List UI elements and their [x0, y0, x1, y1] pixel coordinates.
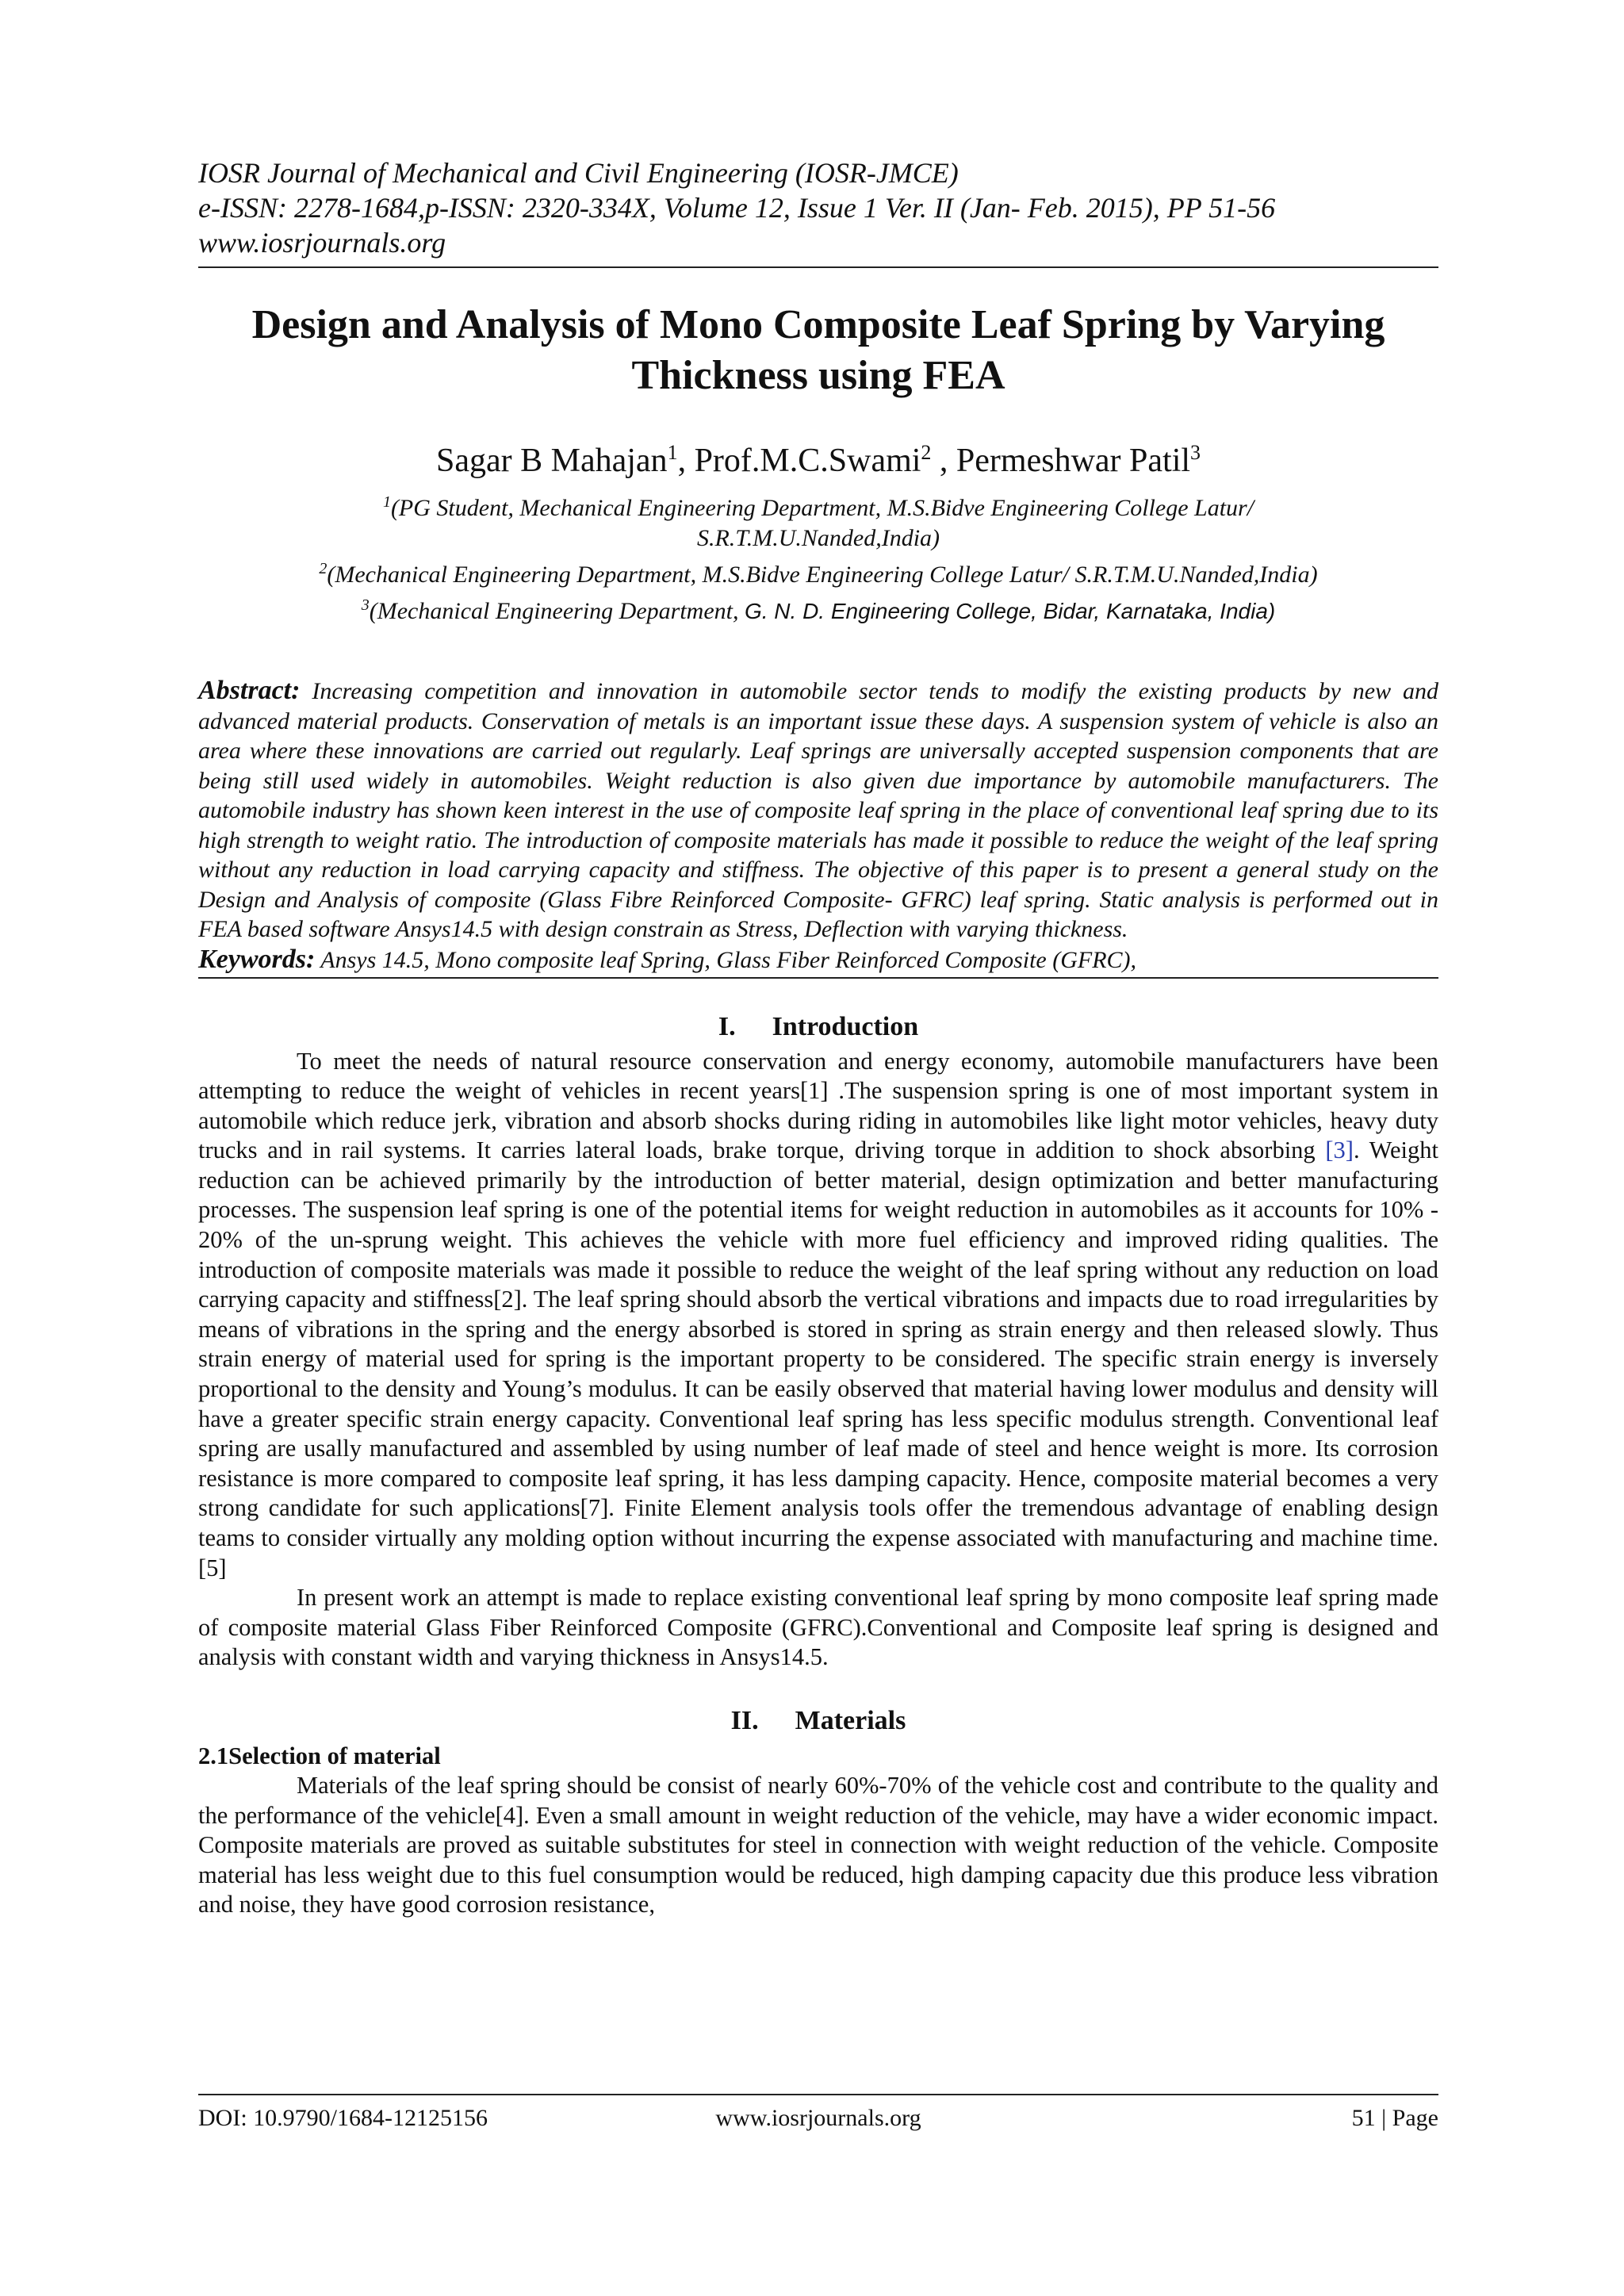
abstract — [198, 676, 1438, 945]
keywords-divider — [198, 977, 1438, 979]
section-heading-materials — [198, 1704, 1438, 1738]
affiliation-3 — [198, 590, 1438, 627]
paragraph-text: To meet the needs of natural resource conservation and energy economy, automobile manufacturers have been attempting to reduce the weight of vehicles in recent years[1] .The suspension spring is one of most important system in automobile which reduce jerk, vibration and absorb shocks during riding in automobiles like light motor vehicles, heavy duty trucks and in rail systems. It carries lateral loads, brake torque, driving torque in addition to shock absorbing — [198, 1047, 1438, 1164]
keywords-text: Ansys 14.5, Mono composite leaf Spring, Glass Fiber Reinforced Composite (GFRC), — [315, 946, 1137, 973]
journal-website[interactable]: www.iosrjournals.org — [198, 227, 446, 259]
affiliation-mark: 2 — [319, 560, 327, 577]
affiliation-text: (Mechanical Engineering Department, M.S.Bidve Engineering College Latur/ S.R.T.M.U.Nanded,India) — [327, 562, 1318, 588]
author-list — [198, 433, 1438, 481]
affiliations — [198, 487, 1438, 627]
author-name: Sagar B Mahajan — [435, 443, 668, 479]
section-title: Materials — [795, 1705, 906, 1735]
paper-page — [198, 155, 1438, 1920]
affiliation-2 — [198, 554, 1438, 590]
abstract-label: Abstract: — [198, 676, 301, 705]
affiliation-mark: 3 — [361, 596, 370, 614]
author-separator: , — [677, 443, 695, 479]
author-affiliation-mark: 2 — [921, 441, 932, 464]
paragraph-text: . Weight reduction can be achieved primarily by the introduction of better material, design optimization and better manufacturing processes. The suspension leaf spring is one of the potential items for weight reduction in automobiles as it accounts for 10% - 20% of the un-sprung weight. This achieves the vehicle with more fuel efficiency and improved riding qualities. The introduction of composite materials was made it possible to reduce the weight of the leaf spring without any reduction on load carrying capacity and stiffness[2]. The leaf spring should absorb the vertical vibrations and impacts due to road irregularities by means of vibrations in the spring and the energy absorbed is stored in spring as strain energy and then released slowly. Thus strain energy of material used for spring is the important property to be considered. The specific strain energy is inversely proportional to the density and Young’s modulus. It can be easily observed that material having lower modulus and density will have a greater specific strain energy capacity. Conventional leaf spring has less specific modulus strength. Conventional leaf spring are usally manufactured and assembled by using number of leaf made of steel and hence weight is more. Its corrosion resistance is more compared to composite leaf spring, it has less damping capacity. Hence, composite material becomes a very strong candidate for such applications[7]. Finite Element analysis tools offer the tremendous advantage of enabling design teams to consider virtually any molding option without incurring the expense associated with manufacturing and machine time.[5] — [198, 1137, 1439, 1581]
affiliation-text: (PG Student, Mechanical Engineering Department, M.S.Bidve Engineering College Latur/ — [390, 495, 1254, 521]
footer-doi: DOI: 10.9790/1684-12125156 — [198, 2105, 488, 2131]
footer-website[interactable]: www.iosrjournals.org — [715, 2105, 921, 2131]
footer-page-number: 51 | Page — [1351, 2105, 1438, 2131]
affiliation-1-continued: S.R.T.M.U.Nanded,India) — [696, 525, 940, 551]
affiliation-text: (Mechanical Engineering Department, — [369, 598, 745, 624]
author-name: Prof.M.C.Swami — [694, 443, 921, 479]
affiliation-1 — [198, 487, 1438, 523]
abstract-text: Increasing competition and innovation in automobile sector tends to modify the existing products by new and advanced material products. Conservation of metals is an important issue these days. A suspension system of vehicle is also an area where these innovations are carried out regularly. Leaf springs are universally accepted suspension components that are being still used widely in automobiles. Weight reduction is also given due importance by automobile manufacturers. The automobile industry has shown keen interest in the use of composite leaf spring in the place of conventional leaf spring due to its high strength to weight ratio. The introduction of composite materials has made it possible to reduce the weight of the leaf spring without any reduction in load carrying capacity and stiffness. The objective of this paper is to present a general study on the Design and Analysis of composite (Glass Fibre Reinforced Composite- GFRC) leaf spring. Static analysis is performed out in FEA based software Ansys14.5 with design constrain as Stress, Deflection with varying thickness. — [198, 678, 1438, 942]
journal-name: IOSR Journal of Mechanical and Civil Engineering (IOSR-JMCE) — [198, 157, 959, 189]
author-affiliation-mark: 1 — [667, 441, 678, 464]
paper-title: Design and Analysis of Mono Composite Leaf Spring by Varying Thickness using FEA — [251, 302, 1385, 398]
author-name: Permeshwar Patil — [956, 443, 1191, 479]
materials-paragraph: Materials of the leaf spring should be consist of nearly 60%-70% of the vehicle cost and contribute to the quality and the performance of the vehicle[4]. Even a small amount in weight reduction of the vehicle, may have a wider economic impact. Composite materials are proved as suitable substitutes for steel in connection with weight reduction of the vehicle. Composite material has less weight due to this fuel consumption would be reduced, high damping capacity due this produce less vibration and noise, they have good corrosion resistance, — [198, 1771, 1438, 1918]
section-number: I. — [718, 1011, 736, 1041]
section-number: II. — [730, 1705, 759, 1735]
journal-header — [198, 155, 1438, 260]
keywords-label: Keywords: — [198, 944, 316, 974]
affiliation-mark: 1 — [382, 493, 391, 511]
journal-issn: e-ISSN: 2278-1684,p-ISSN: 2320-334X, Volume 12, Issue 1 Ver. II (Jan- Feb. 2015), PP 51-56 — [198, 192, 1276, 224]
header-divider — [198, 266, 1438, 268]
section-title: Introduction — [772, 1011, 919, 1041]
citation-link[interactable]: [3] — [1325, 1137, 1354, 1164]
author-affiliation-mark: 3 — [1190, 441, 1201, 464]
introduction-paragraph: In present work an attempt is made to replace existing conventional leaf spring by mono composite leaf spring made of composite material Glass Fiber Reinforced Composite (GFRC).Conventional and Composite leaf spring is designed and analysis with constant width and varying thickness in Ansys14.5. — [198, 1584, 1438, 1671]
subsection-heading: 2.1Selection of material — [198, 1742, 441, 1769]
section-heading-introduction — [198, 1010, 1438, 1044]
footer-divider — [198, 2094, 1438, 2095]
keywords — [198, 945, 1438, 976]
introduction-paragraph — [198, 1047, 1438, 1584]
author-separator: , — [931, 443, 956, 479]
affiliation-college: G. N. D. Engineering College, Bidar, Karnataka, India) — [744, 599, 1276, 623]
